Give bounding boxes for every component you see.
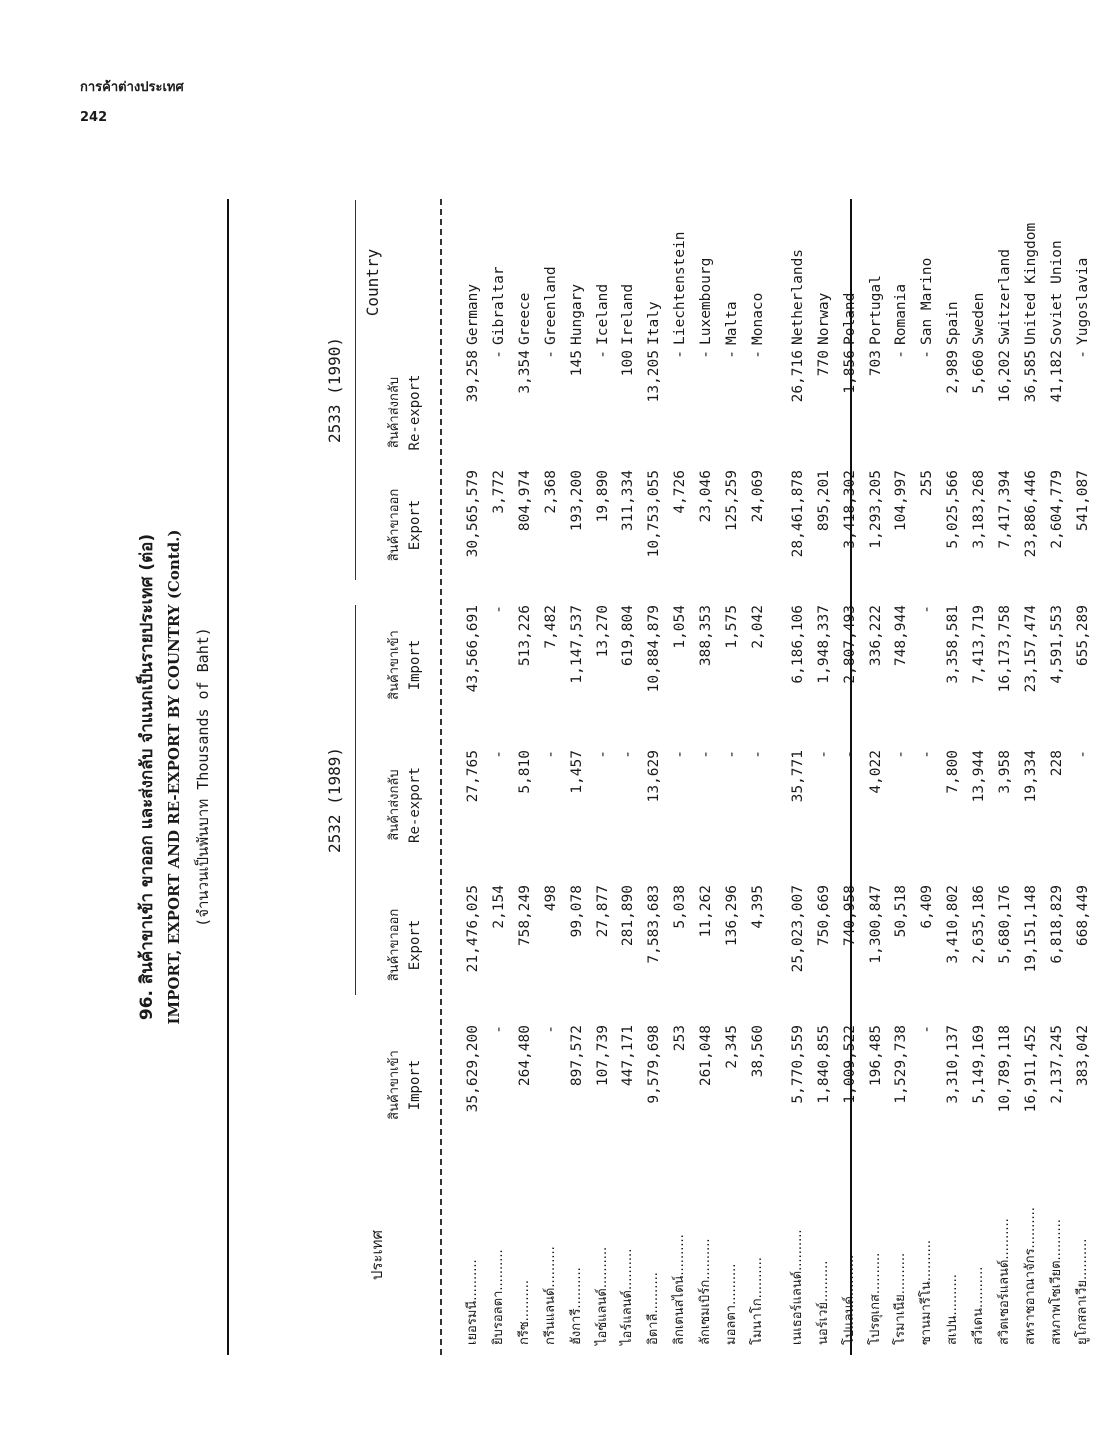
cell-export-1990: 10,753,055 [646, 470, 663, 558]
table-bottom-rule [850, 199, 852, 1355]
cell-reexport-1989: 7,800 [945, 750, 962, 794]
cell-reexport-1989: 5,810 [516, 750, 533, 794]
cell-thai-name: สวิตเซอร์แลนด์.......... [997, 1218, 1012, 1345]
cell-reexport-1989: - [815, 750, 832, 759]
header-export-thai: สินค้าขาออก [387, 488, 402, 562]
cell-import-1989: 2,137,245 [1048, 1025, 1065, 1104]
cell-country-name: Greece [516, 292, 533, 345]
cell-import-1990: 1,054 [672, 605, 689, 649]
cell-country-name: Greenland [542, 266, 559, 345]
header-reexport-1989 [385, 740, 425, 870]
table-top-rule [227, 199, 229, 1355]
cell-export-1990: 104,997 [893, 470, 910, 532]
header-reexport-thai: สินค้าส่งกลับ [387, 769, 402, 841]
cell-country-name: Ireland [620, 283, 637, 345]
table-row [539, 199, 563, 1355]
cell-reexport-1990: - [893, 350, 910, 359]
cell-import-1990: 1,948,337 [815, 605, 832, 684]
cell-reexport-1989: 13,944 [971, 750, 988, 803]
cell-import-1990: 6,186,106 [789, 605, 806, 684]
cell-reexport-1989: - [490, 750, 507, 759]
cell-thai-name: ซานมารีโน.......... [919, 1239, 935, 1345]
cell-thai-name: กรีนแลนด์.......... [542, 1246, 558, 1345]
cell-reexport-1990: - [594, 350, 611, 359]
cell-thai-name: นอร์เวย์.......... [815, 1260, 831, 1345]
cell-reexport-1990: - [1074, 350, 1091, 359]
cell-export-1990: 23,886,446 [1022, 470, 1039, 558]
cell-import-1989: - [490, 1025, 507, 1034]
cell-import-1990: 13,270 [594, 605, 611, 658]
cell-export-1989: 1,300,847 [867, 885, 884, 964]
cell-import-1989: 38,560 [749, 1025, 766, 1078]
cell-reexport-1989: - [542, 750, 559, 759]
cell-reexport-1990: - [749, 350, 766, 359]
cell-thai-name: กรีซ.......... [516, 1280, 532, 1345]
cell-reexport-1989: - [672, 750, 689, 759]
cell-import-1989: 107,739 [594, 1025, 611, 1087]
cell-import-1990: 7,413,719 [971, 605, 988, 684]
cell-reexport-1989: - [698, 750, 715, 759]
cell-country-name: Portugal [867, 275, 884, 345]
cell-export-1990: 255 [919, 470, 936, 497]
header-year-1989: 2532 (1989) [325, 747, 344, 853]
header-import-1990 [385, 600, 425, 730]
header-country-thai: ประเทศ [368, 1229, 386, 1281]
cell-import-1989: 10,789,118 [997, 1025, 1013, 1113]
cell-import-1990: 388,353 [698, 605, 715, 667]
header-import-1989 [385, 1020, 425, 1150]
cell-thai-name: ลักเซมเบิร์ก.......... [698, 1238, 714, 1345]
cell-export-1990: 193,200 [568, 470, 585, 532]
table-row [642, 199, 666, 1355]
cell-import-1989: 264,480 [516, 1025, 533, 1087]
cell-reexport-1989: - [724, 750, 740, 759]
cell-import-1989: 261,048 [698, 1025, 715, 1087]
cell-country-name: Soviet Union [1048, 240, 1065, 345]
cell-reexport-1990: 36,585 [1022, 350, 1039, 403]
cell-reexport-1990: 5,660 [971, 350, 988, 394]
table-row [1071, 199, 1095, 1355]
year-1990-span-rule [355, 200, 356, 580]
cell-import-1989: 253 [672, 1025, 689, 1052]
table-row [746, 199, 770, 1355]
cell-import-1990: 43,566,691 [465, 605, 481, 693]
cell-reexport-1989: 27,765 [465, 750, 481, 803]
cell-country-name: Spain [945, 301, 962, 345]
cell-country-name: Germany [465, 283, 481, 345]
cell-import-1989: - [542, 1025, 559, 1034]
cell-export-1990: 541,087 [1074, 470, 1091, 532]
cell-thai-name: สหราชอาณาจักร.......... [1022, 1207, 1038, 1345]
header-reexport-thai: สินค้าส่งกลับ [387, 376, 402, 449]
header-import-english: Import [407, 639, 423, 691]
cell-import-1989: 383,042 [1074, 1025, 1091, 1087]
cell-export-1990: 2,368 [542, 470, 559, 514]
cell-export-1989: 740,958 [841, 885, 858, 947]
cell-reexport-1989: 19,334 [1022, 750, 1039, 803]
cell-export-1990: 30,565,579 [465, 470, 481, 558]
cell-country-name: Romania [893, 283, 910, 345]
cell-reexport-1989: - [749, 750, 766, 759]
cell-export-1990: 311,334 [620, 470, 637, 532]
cell-export-1989: 11,262 [698, 885, 715, 938]
header-reexport-english: Re-export [407, 767, 423, 843]
cell-country-name: Yugoslavia [1074, 257, 1091, 345]
header-dashed-rule [440, 199, 442, 1355]
cell-export-1990: 804,974 [516, 470, 533, 532]
header-export-thai: สินค้าขาออก [387, 908, 402, 982]
cell-reexport-1990: - [919, 350, 936, 359]
cell-reexport-1990: 26,716 [789, 350, 806, 403]
table-row [889, 199, 913, 1355]
header-year-1990: 2533 (1990) [325, 337, 344, 443]
cell-thai-name: ฮังการี.......... [568, 1267, 584, 1345]
cell-export-1989: 27,877 [594, 885, 611, 938]
cell-export-1990: 7,417,394 [997, 470, 1013, 549]
year-1989-span-rule [355, 605, 356, 995]
cell-thai-name: โปแลนด์.......... [841, 1254, 857, 1345]
cell-country-name: Norway [815, 292, 832, 345]
cell-import-1990: 748,944 [893, 605, 910, 667]
cell-import-1990: 7,482 [542, 605, 559, 649]
cell-country-name: Poland [841, 292, 858, 345]
header-export-1990 [385, 460, 425, 590]
cell-country-name: Malta [724, 301, 740, 345]
cell-reexport-1989: - [1074, 750, 1091, 759]
table-row [513, 199, 537, 1355]
cell-thai-name: สหภาพโซเวียต.......... [1048, 1219, 1064, 1345]
table-row [591, 199, 615, 1355]
header-export-english: Export [407, 919, 423, 971]
cell-country-name: Sweden [971, 292, 988, 345]
cell-import-1989: 1,529,738 [893, 1025, 910, 1104]
cell-reexport-1990: 2,989 [945, 350, 962, 394]
cell-import-1990: 16,173,758 [997, 605, 1013, 693]
cell-reexport-1989: 3,958 [997, 750, 1013, 794]
table-title-thai: 96. สินค้าขาเข้า ขาออก และส่งกลับ จำแนกเป็นรายประเทศ (ต่อ) [137, 533, 157, 1021]
cell-reexport-1989: - [893, 750, 910, 759]
cell-export-1989: 5,038 [672, 885, 689, 929]
table-row [461, 199, 485, 1355]
cell-import-1990: 3,358,581 [945, 605, 962, 684]
cell-import-1989: 35,629,200 [465, 1025, 481, 1113]
table-row [720, 199, 744, 1355]
cell-export-1990: 24,069 [749, 470, 766, 523]
cell-import-1989: - [919, 1025, 936, 1034]
cell-export-1990: 3,183,268 [971, 470, 988, 549]
cell-export-1990: 895,201 [815, 470, 832, 532]
cell-reexport-1990: 703 [867, 350, 884, 377]
cell-export-1990: 28,461,878 [789, 470, 806, 558]
cell-reexport-1989: - [594, 750, 611, 759]
cell-country-name: Iceland [594, 283, 611, 345]
header-reexport-1990 [385, 350, 425, 475]
cell-import-1989: 2,345 [724, 1025, 740, 1069]
cell-import-1990: 336,222 [867, 605, 884, 667]
cell-reexport-1990: 1,856 [841, 350, 858, 394]
cell-thai-name: เยอรมนี.......... [465, 1259, 480, 1345]
cell-export-1989: 6,409 [919, 885, 936, 929]
cell-export-1989: 136,296 [724, 885, 740, 947]
cell-country-name: Gibraltar [490, 266, 507, 345]
cell-reexport-1989: 35,771 [789, 750, 806, 803]
cell-import-1990: 655,289 [1074, 605, 1091, 667]
cell-import-1989: 1,840,855 [815, 1025, 832, 1104]
cell-reexport-1990: 770 [815, 350, 832, 377]
table-row [786, 199, 810, 1355]
cell-country-name: Luxembourg [698, 257, 715, 345]
cell-import-1990: 2,042 [749, 605, 766, 649]
table-row [864, 199, 888, 1355]
cell-export-1989: 50,518 [893, 885, 910, 938]
cell-import-1989: 5,149,169 [971, 1025, 988, 1104]
cell-country-name: United Kingdom [1022, 222, 1039, 345]
cell-export-1990: 2,604,779 [1048, 470, 1065, 549]
rotated-table-page [127, 199, 1091, 1355]
cell-thai-name: ลิกเตนสไตน์.......... [672, 1234, 688, 1345]
header-export-1989 [385, 880, 425, 1010]
cell-import-1990: - [490, 605, 507, 614]
table-title-english: IMPORT, EXPORT AND RE-EXPORT BY COUNTRY (Contd.) [165, 529, 183, 1025]
cell-import-1990: 23,157,474 [1022, 605, 1039, 693]
cell-reexport-1990: 41,182 [1048, 350, 1065, 403]
cell-export-1990: 125,259 [724, 470, 740, 532]
cell-export-1989: 21,476,025 [465, 885, 481, 973]
cell-country-name: Hungary [568, 283, 585, 345]
table-row [668, 199, 692, 1355]
cell-export-1989: 2,154 [490, 885, 507, 929]
cell-thai-name: โปรตุเกส.......... [867, 1252, 883, 1345]
table-row [1019, 199, 1043, 1355]
cell-export-1989: 25,023,007 [789, 885, 806, 973]
cell-export-1990: 3,772 [490, 470, 507, 514]
header-reexport-english: Re-export [407, 374, 423, 451]
cell-reexport-1989: - [919, 750, 936, 759]
cell-import-1989: 196,485 [867, 1025, 884, 1087]
cell-export-1990: 4,726 [672, 470, 689, 514]
cell-import-1989: 897,572 [568, 1025, 585, 1087]
cell-reexport-1990: 100 [620, 350, 637, 377]
cell-thai-name: ไอร์แลนด์.......... [620, 1248, 636, 1345]
cell-reexport-1989: 1,457 [568, 750, 585, 794]
cell-import-1990: 1,147,537 [568, 605, 585, 684]
cell-import-1990: 4,591,553 [1048, 605, 1065, 684]
cell-export-1989: 3,410,802 [945, 885, 962, 964]
cell-reexport-1990: - [724, 350, 740, 359]
cell-thai-name: ยิบรอลตา.......... [490, 1249, 506, 1345]
header-import-thai: สินค้าขาเข้า [387, 1050, 402, 1120]
cell-import-1989: 16,911,452 [1022, 1025, 1039, 1113]
cell-import-1989: 447,171 [620, 1025, 637, 1087]
cell-reexport-1990: 16,202 [997, 350, 1013, 403]
cell-country-name: Italy [646, 301, 663, 345]
cell-export-1989: 19,151,148 [1022, 885, 1039, 973]
cell-import-1989: 3,310,137 [945, 1025, 962, 1104]
table-row [694, 199, 718, 1355]
cell-import-1989: 1,009,522 [841, 1025, 858, 1104]
table-row [1045, 199, 1069, 1355]
cell-import-1989: 9,579,698 [646, 1025, 663, 1104]
cell-export-1989: 758,249 [516, 885, 533, 947]
cell-export-1989: 668,449 [1074, 885, 1091, 947]
cell-country-name: Switzerland [997, 248, 1013, 345]
cell-thai-name: อิตาลี.......... [646, 1272, 662, 1345]
header-import-english: Import [407, 1059, 423, 1111]
header-import-thai: สินค้าขาเข้า [387, 630, 402, 700]
cell-export-1989: 4,395 [749, 885, 766, 929]
cell-reexport-1990: 39,258 [465, 350, 481, 403]
cell-thai-name: มอลตา.......... [724, 1263, 739, 1345]
table-unit-note: (จำนวนเป็นพันบาท Thousands of Baht) [194, 627, 212, 927]
cell-thai-name: เนเธอร์แลนด์.......... [789, 1229, 805, 1345]
cell-import-1990: 513,226 [516, 605, 533, 667]
cell-export-1989: 750,669 [815, 885, 832, 947]
table-row [915, 199, 939, 1355]
section-label: การค้าต่างประเทศ [80, 80, 184, 95]
cell-reexport-1989: 13,629 [646, 750, 663, 803]
cell-country-name: Netherlands [789, 248, 806, 345]
cell-reexport-1990: - [698, 350, 715, 359]
cell-thai-name: ไอซ์แลนด์.......... [594, 1246, 610, 1345]
cell-reexport-1990: 13,205 [646, 350, 663, 403]
cell-thai-name: สเปน.......... [945, 1274, 961, 1345]
cell-reexport-1990: 145 [568, 350, 585, 377]
cell-reexport-1989: - [620, 750, 637, 759]
table-row [487, 199, 511, 1355]
cell-export-1989: 7,583,683 [646, 885, 663, 964]
cell-import-1990: - [919, 605, 936, 614]
table-row [812, 199, 836, 1355]
cell-country-name: Monaco [749, 292, 766, 345]
cell-country-name: Liechtenstein [672, 231, 689, 345]
table-row [993, 199, 1017, 1355]
cell-export-1990: 5,025,566 [945, 470, 962, 549]
cell-reexport-1990: - [542, 350, 559, 359]
cell-export-1990: 1,293,205 [867, 470, 884, 549]
header-country-english: Country [363, 248, 382, 317]
cell-import-1990: 2,807,493 [841, 605, 858, 684]
cell-import-1990: 1,575 [724, 605, 740, 649]
cell-export-1989: 498 [542, 885, 559, 912]
cell-import-1990: 10,884,879 [646, 605, 663, 693]
table-row [967, 199, 991, 1355]
table-row [616, 199, 640, 1355]
cell-import-1989: 5,770,559 [789, 1025, 806, 1104]
cell-reexport-1989: 4,022 [867, 750, 884, 794]
cell-export-1989: 5,680,176 [997, 885, 1013, 964]
cell-export-1989: 6,818,829 [1048, 885, 1065, 964]
cell-reexport-1990: 3,354 [516, 350, 533, 394]
cell-export-1990: 3,418,302 [841, 470, 858, 549]
cell-reexport-1989: 228 [1048, 750, 1065, 777]
table-row [941, 199, 965, 1355]
cell-export-1990: 19,890 [594, 470, 611, 523]
cell-country-name: San Marino [919, 257, 936, 345]
cell-thai-name: โมนาโก.......... [749, 1257, 765, 1345]
cell-thai-name: โรมาเนีย.......... [893, 1252, 909, 1345]
cell-reexport-1990: - [672, 350, 689, 359]
cell-export-1989: 2,635,186 [971, 885, 988, 964]
cell-export-1989: 99,078 [568, 885, 585, 938]
cell-export-1990: 23,046 [698, 470, 715, 523]
cell-import-1990: 619,804 [620, 605, 637, 667]
cell-thai-name: ยูโกสลาเวีย.......... [1074, 1238, 1090, 1345]
cell-export-1989: 281,890 [620, 885, 637, 947]
page-number: 242 [80, 110, 108, 125]
table-row [565, 199, 589, 1355]
cell-reexport-1990: - [490, 350, 507, 359]
cell-reexport-1989: - [841, 750, 858, 759]
cell-thai-name: สวีเดน.......... [971, 1266, 987, 1345]
header-export-english: Export [407, 499, 423, 551]
